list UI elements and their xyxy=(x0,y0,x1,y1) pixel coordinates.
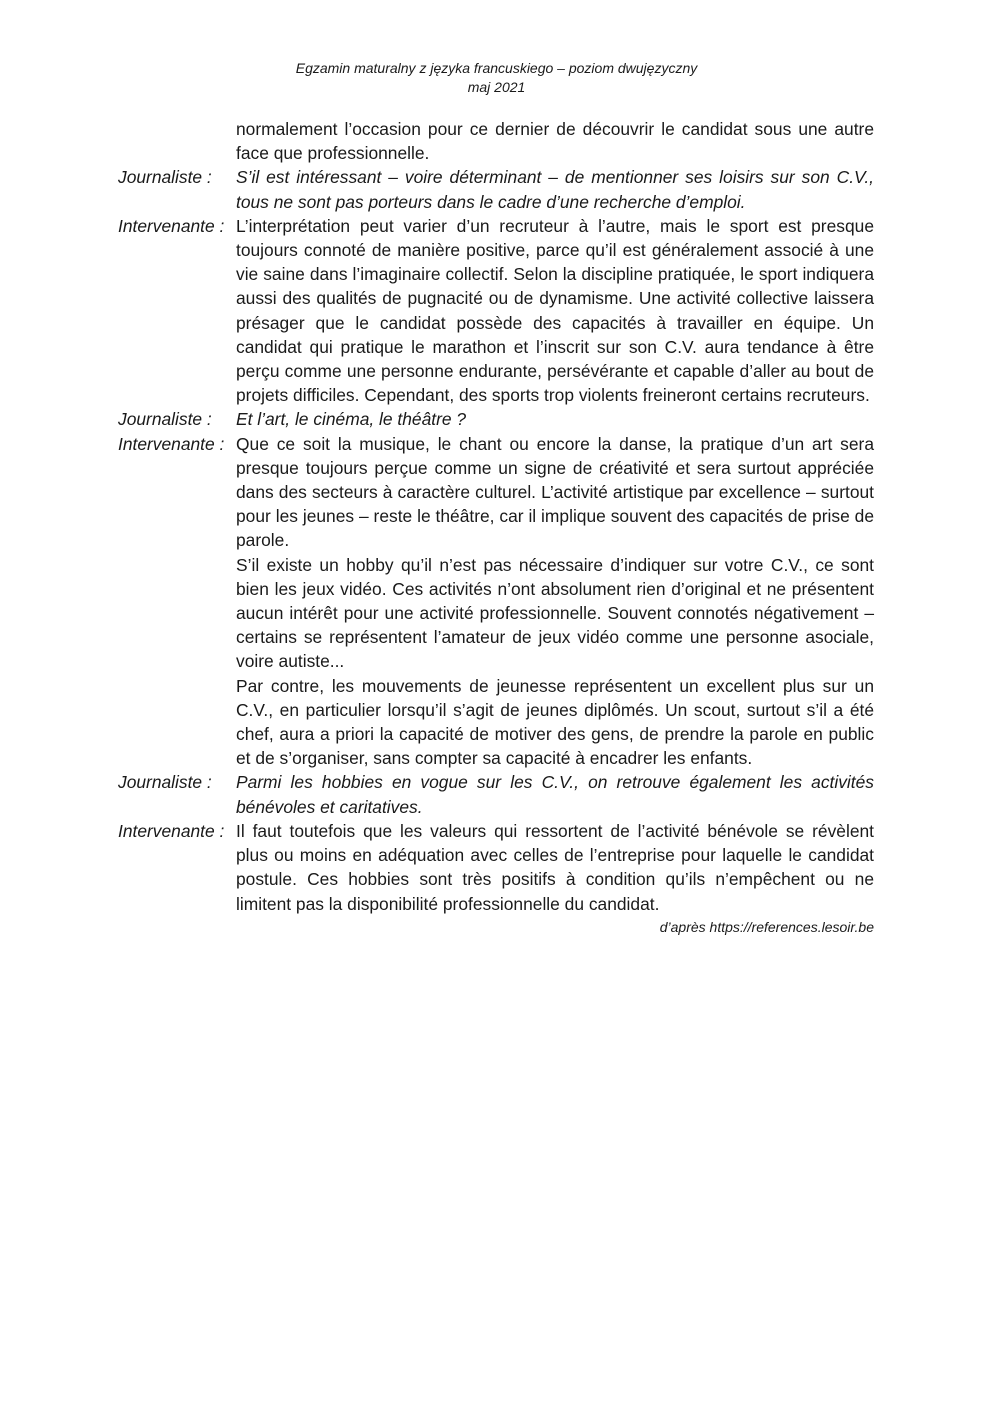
speaker-label: Journaliste : xyxy=(118,409,212,430)
page-header xyxy=(0,59,993,97)
speech-paragraph: S’il existe un hobby qu’il n’est pas nécessaire d’indiquer sur votre C.V., ce sont bien les jeux vidéo. Ces activités n’ont absolument rien d’original et ne présentent aucun intérêt pour une activité professionnelle. Souvent connotés négativement – certains se représentent l’amateur de jeux vidéo comme une personne asociale, voire autiste... xyxy=(236,554,874,672)
speaker-label: Intervenante : xyxy=(118,433,225,454)
speaker-label xyxy=(118,117,236,165)
speech-paragraph: L’interprétation peut varier d’un recruteur à l’autre, mais le sport est presque toujours connoté de manière positive, parce qu’il est généralement associé à une vie saine dans l’imaginaire collectif. Selon la discipline pratiquée, le sport indiquera aussi des qualités de pugnacité ou de dynamisme. Une activité collective laissera présager que le candidat possède des capacités à travailler en équipe. Un candidat qui pratique le marathon et l’inscrit sur son C.V. aura tendance à être perçu comme une personne endurante, persévérante et capable d’aller au bout de projets difficiles. Cependant, des sports trop violents freineront certains recruteurs. xyxy=(236,215,874,406)
exam-title: Egzamin maturalny z języka francuskiego – poziom dwujęzyczny xyxy=(295,60,698,76)
speech-paragraph: Que ce soit la musique, le chant ou encore la danse, la pratique d’un art sera presque toujours perçue comme un signe de créativité et sera surtout appréciée dans des secteurs à caractère culturel. L’activité artistique par excellence – surtout pour les jeunes – reste le théâtre, car il implique souvent des capacités de prise de parole. xyxy=(236,433,874,551)
speech-text xyxy=(236,214,874,408)
speaker-label: Journaliste : xyxy=(118,772,212,793)
speech-paragraph: Il faut toutefois que les valeurs qui ressortent de l’activité bénévole se révèlent plus ou moins en adéquation avec celles de l’entreprise pour laquelle le candidat postule. Ces hobbies sont très positifs à condition qu’ils n’empêchent ou ne limitent pas la disponibilité professionnelle du candidat. xyxy=(236,820,874,914)
speech-text xyxy=(236,117,874,165)
dialogue-turn xyxy=(118,214,874,408)
dialogue-turn xyxy=(118,117,874,165)
exam-date: maj 2021 xyxy=(467,79,526,95)
source-citation: d’après https://references.lesoir.be xyxy=(659,918,874,935)
speech-text xyxy=(236,819,874,916)
speech-paragraph: Par contre, les mouvements de jeunesse représentent un excellent plus sur un C.V., en particulier lorsqu’il s’agit de jeunes diplômés. Un scout, surtout s’il a été chef, aura a priori la capacité de motiver des gens, de prendre la parole en public et de s’organiser, sans compter sa capacité à encadrer les enfants. xyxy=(236,675,874,769)
speech-text xyxy=(236,165,874,213)
speaker-label: Journaliste : xyxy=(118,167,212,188)
dialogue-turn xyxy=(118,770,874,818)
dialogue-text xyxy=(118,117,874,937)
speech-text xyxy=(236,770,874,818)
dialogue-turn xyxy=(118,432,874,771)
speaker-label: Intervenante : xyxy=(118,820,225,841)
speech-text xyxy=(236,407,874,431)
dialogue-turn xyxy=(118,165,874,213)
dialogue-turn xyxy=(118,407,874,431)
speech-paragraph: Parmi les hobbies en vogue sur les C.V., on retrouve également les activités bénévoles et caritatives. xyxy=(236,772,874,817)
speech-paragraph: normalement l’occasion pour ce dernier de découvrir le candidat sous une autre face que professionnelle. xyxy=(236,119,874,164)
dialogue-turn xyxy=(118,819,874,916)
speech-paragraph: S’il est intéressant – voire déterminant – de mentionner ses loisirs sur son C.V., tous ne sont pas porteurs dans le cadre d’une recherche d’emploi. xyxy=(236,167,874,212)
speaker-label: Intervenante : xyxy=(118,215,225,236)
speech-text xyxy=(236,432,874,771)
speech-paragraph: Et l’art, le cinéma, le théâtre ? xyxy=(236,409,467,430)
